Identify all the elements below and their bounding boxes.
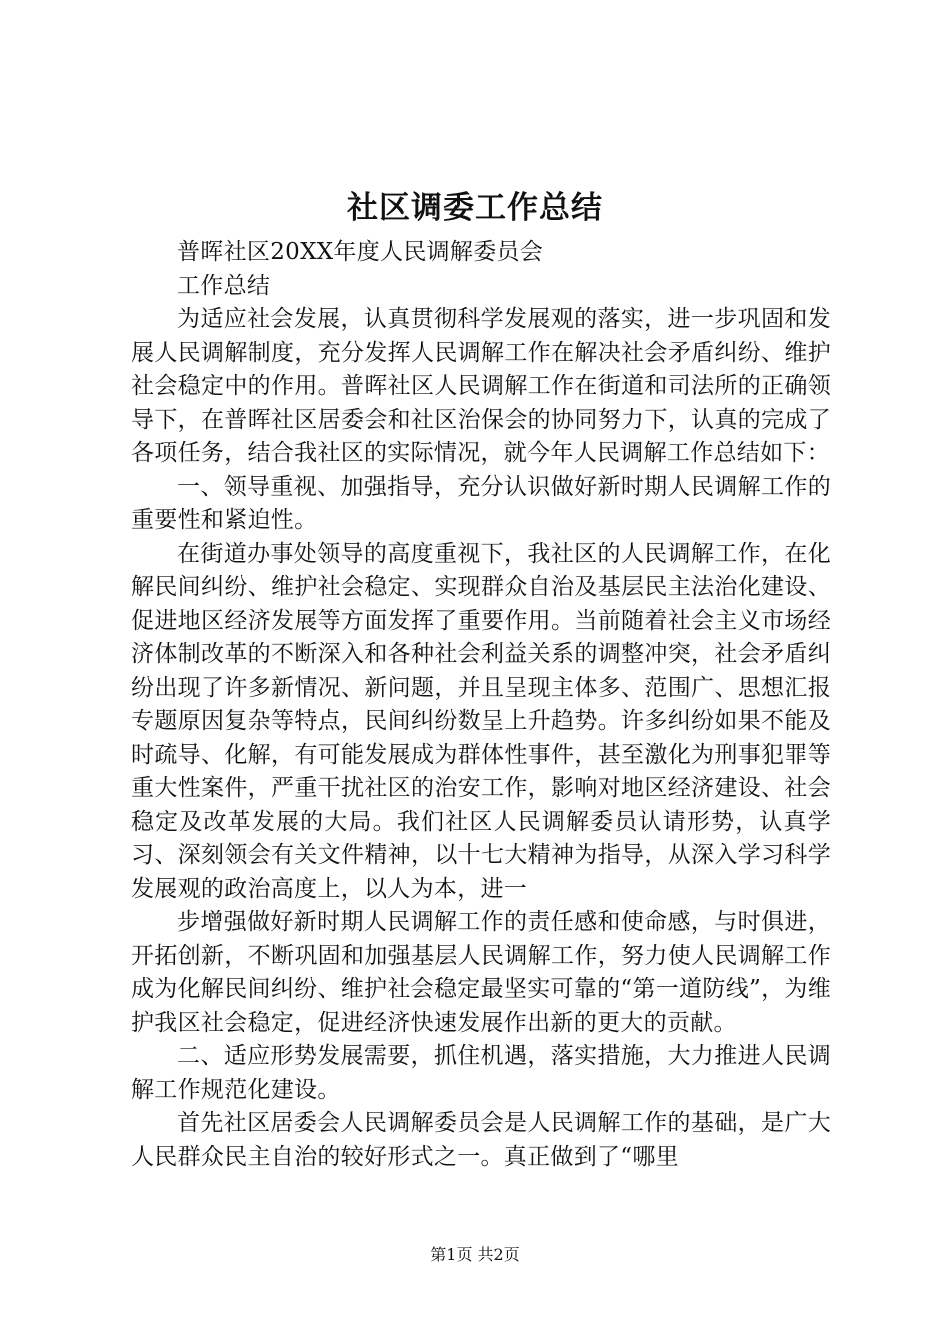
paragraph-2: 在街道办事处领导的高度重视下，我社区的人民调解工作，在化解民间纠纷、维护社会稳定、实现群众自治及基层民主法治化建设、促进地区经济发展等方面发挥了重要作用。当前随着社会主义市场经济体制改革的不断深入和各种社会利益关系的调整冲突，社会矛盾纠纷出现了许多新情况、新问题，并且呈现主体多、范围广、思想汇报专题原因复杂等特点，民间纠纷数呈上升趋势。许多纠纷如果不能及时疏导、化解，有可能发展成为群体性事件，甚至激化为刑事犯罪等重大性案件，严重干扰社区的治安工作，影响对地区经济建设、社会稳定及改革发展的大局。我们社区人民调解委员认请形势，认真学习、深刻领会有关文件精神，以十七大精神为指导，从深入学习科学发展观的政治高度上，以人为本，进一	[131, 540, 831, 902]
paragraph-3: 步增强做好新时期人民调解工作的责任感和使命感，与时俱进，开拓创新，不断巩固和加强基层人民调解工作，努力使人民调解工作成为化解民间纠纷、维护社会稳定最坚实可靠的“第一道防线”，为维护我区社会稳定，促进经济快速发展作出新的更大的贡献。	[131, 909, 831, 1036]
subtitle-line-1: 普晖社区20XX年度人民调解委员会	[177, 239, 544, 265]
paragraph-1: 为适应社会发展，认真贯彻科学发展观的落实，进一步巩固和发展人民调解制度，充分发挥人民调解工作在解决社会矛盾纠纷、维护社会稳定中的作用。普晖社区人民调解工作在街道和司法所的正确领导下，在普晖社区居委会和社区治保会的协同努力下，认真的完成了各项任务，结合我社区的实际情况，就今年人民调解工作总结如下：	[131, 306, 831, 466]
document-body	[131, 236, 831, 1174]
document-title: 社区调委工作总结	[347, 190, 603, 226]
subtitle-line-2: 工作总结	[177, 272, 271, 299]
paragraph-4: 首先社区居委会人民调解委员会是人民调解工作的基础，是广大人民群众民主自治的较好形式之一。真正做到了“哪里	[131, 1110, 831, 1170]
section-heading-1: 一、领导重视、加强指导，充分认识做好新时期人民调解工作的重要性和紧迫性。	[131, 473, 831, 533]
page-number-footer: 第1页 共2页	[430, 1245, 520, 1264]
section-heading-2: 二、适应形势发展需要，抓住机遇，落实措施，大力推进人民调解工作规范化建设。	[131, 1043, 831, 1103]
